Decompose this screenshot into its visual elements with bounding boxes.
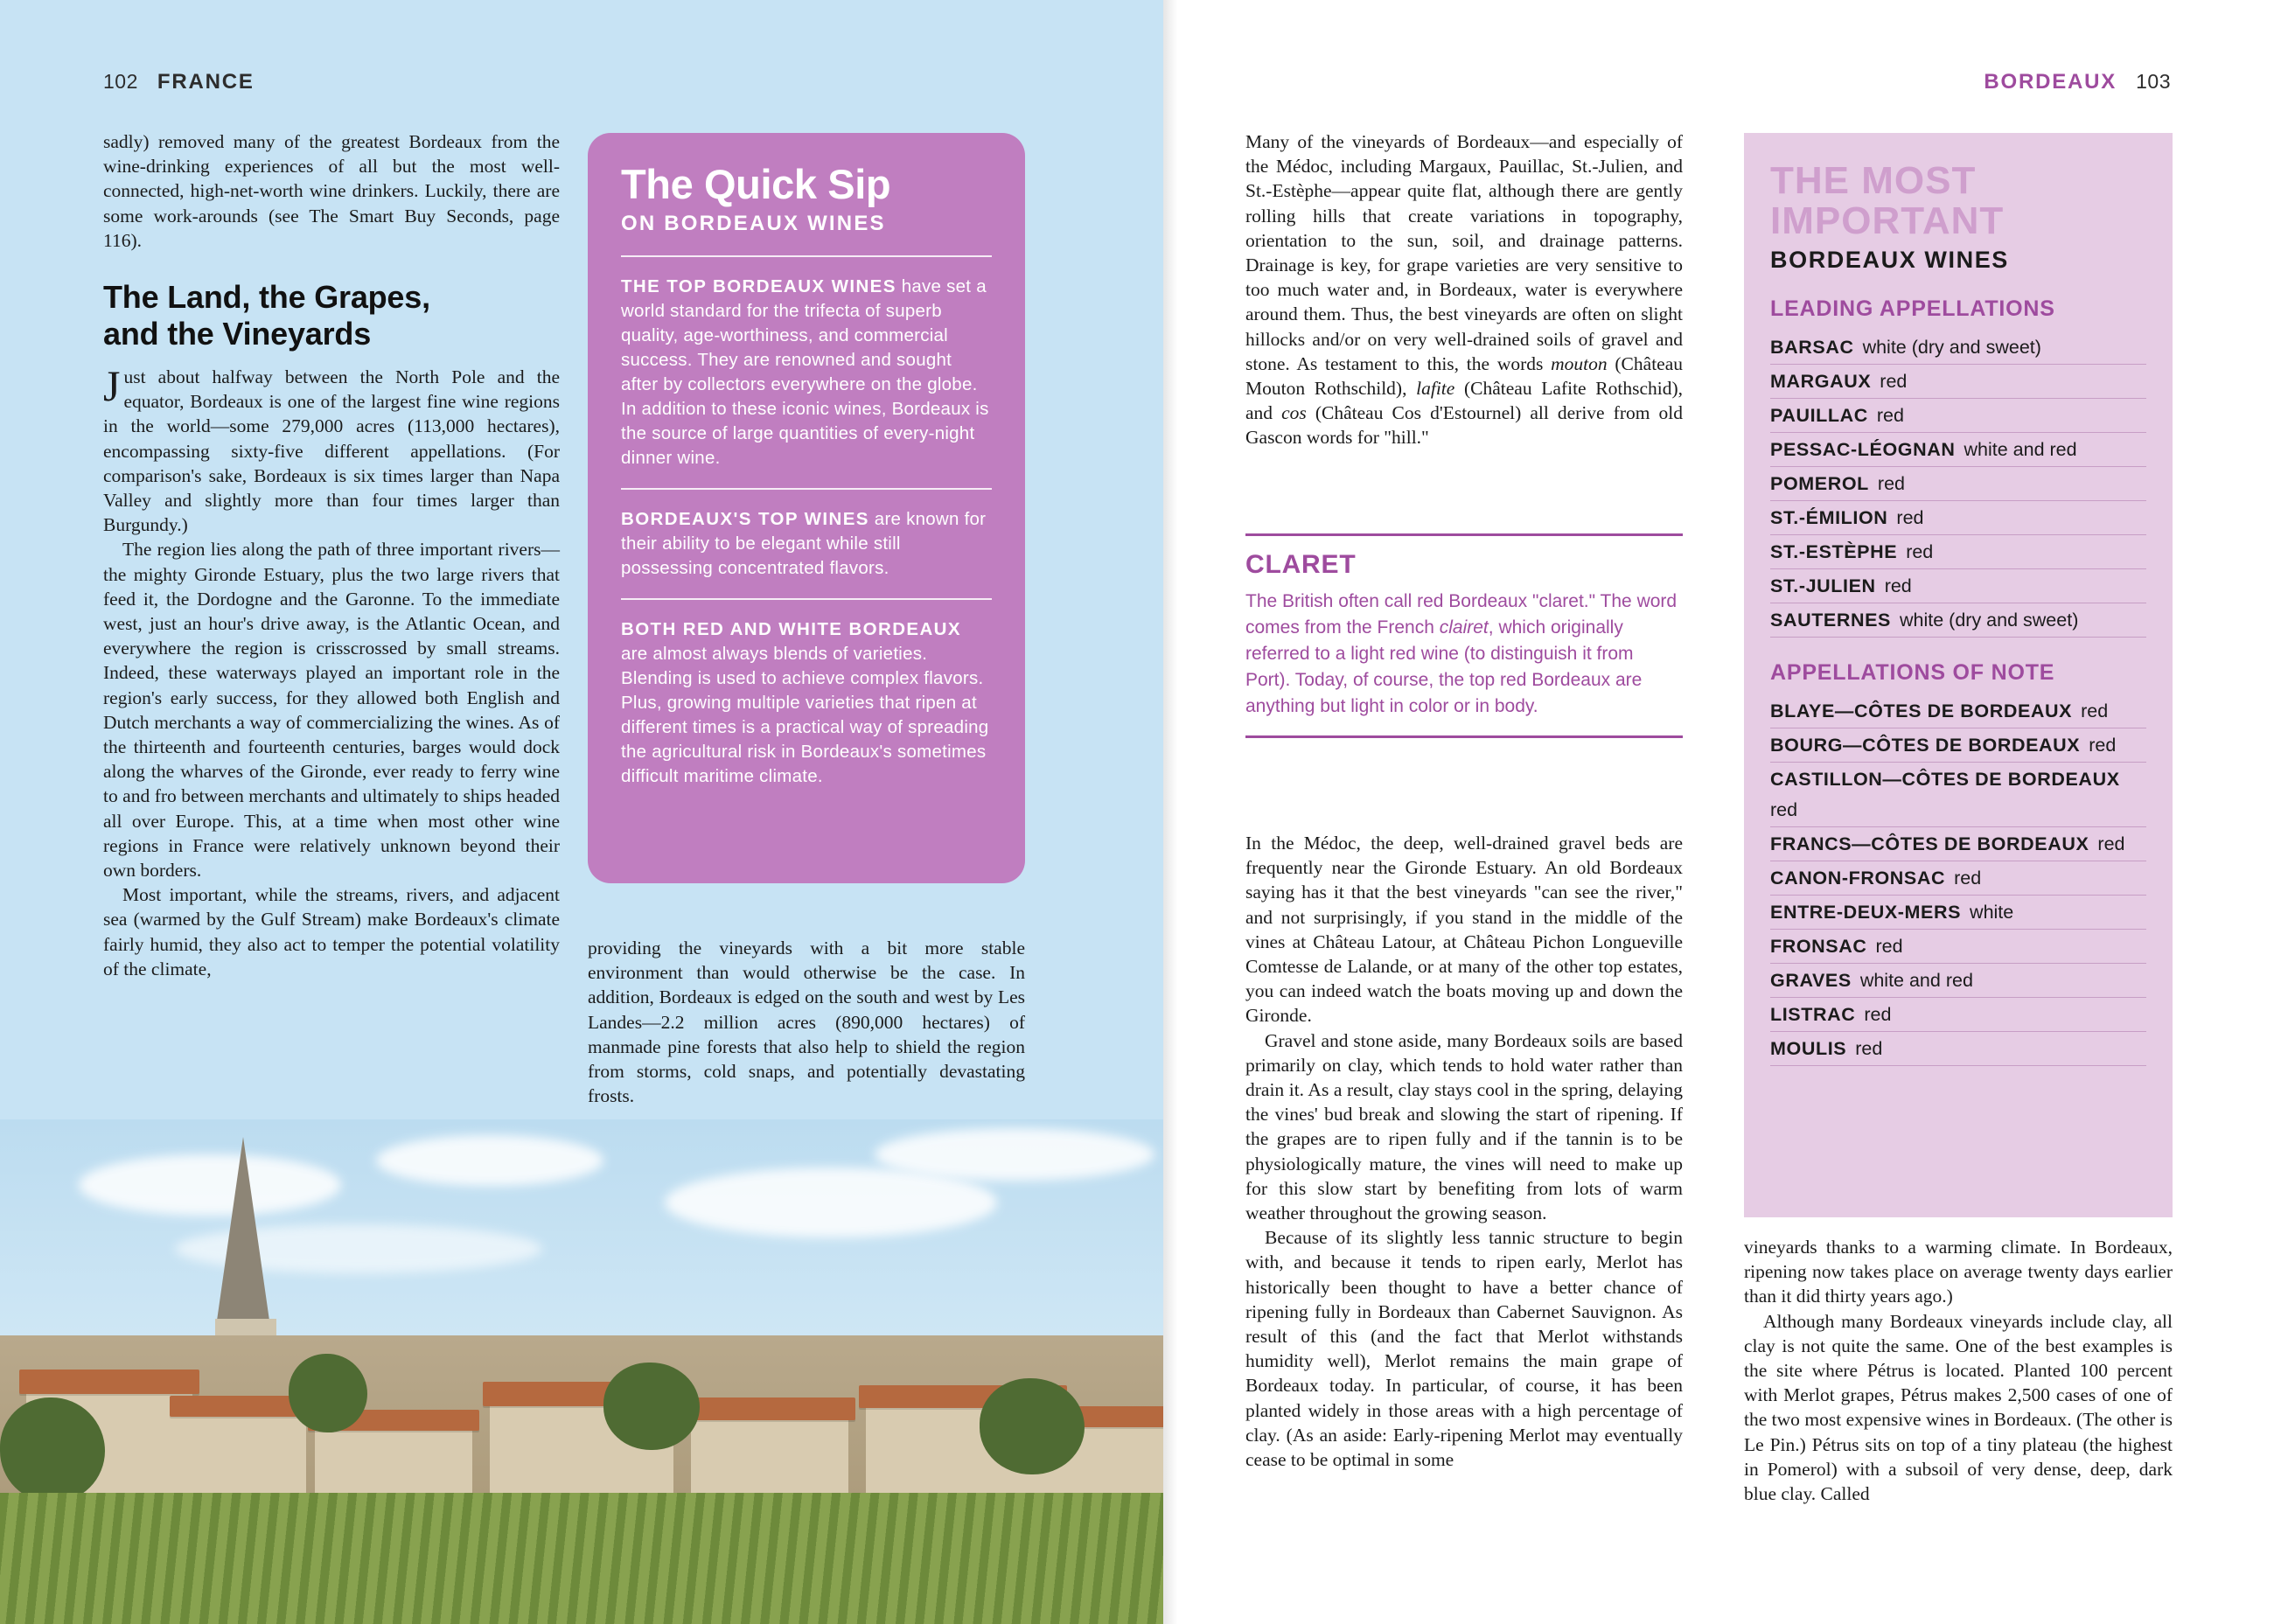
- appellation-type: white (dry and sweet): [1900, 610, 2079, 631]
- quick-sip-block-3: [621, 617, 992, 789]
- appellation-type: red: [1875, 936, 1903, 957]
- appellation-name: LISTRAC: [1770, 1004, 1856, 1025]
- appellation-name: GRAVES: [1770, 970, 1852, 991]
- appellation-row: [1770, 399, 2146, 433]
- appellation-type: red: [2097, 833, 2125, 854]
- appellation-row: [1770, 1032, 2146, 1066]
- appellation-type: white (dry and sweet): [1862, 337, 2041, 358]
- most-important-subtitle: BORDEAUX WINES: [1770, 247, 2009, 273]
- tree: [289, 1354, 367, 1432]
- divider: [621, 488, 992, 490]
- most-important-title-line2: IMPORTANT: [1770, 199, 2005, 242]
- quick-sip-lead-3: BOTH RED AND WHITE BORDEAUX: [621, 619, 961, 639]
- appellation-row: [1770, 365, 2146, 399]
- appellation-type: red: [2081, 700, 2109, 721]
- appellation-row: [1770, 964, 2146, 998]
- left-column-two-continuation: [588, 936, 1025, 1108]
- quick-sip-lead-2: BORDEAUX'S TOP WINES: [621, 509, 869, 529]
- quick-sip-rest-1: have set a world standard for the trifecta of superb quality, age-worthiness, and commercial success. They are renowned and sought after by collectors everywhere on the globe. In addition to these iconic wines, Bordeaux is the source of large quantities of every-night dinner wine.: [621, 276, 989, 468]
- paragraph: Because of its slightly less tannic structure to begin with, and because it tends to ripen early, Merlot has historically been thought to have a better chance of ripening fully in Bordeaux than Cabernet Sauvignon. As result of this (and the fact that Merlot withstands humidity well), Merlot remains the main grape of Bordeaux today. In particular, of course, it has been planted widely in those areas with a high percentage of clay. (As an aside: Early-ripening Merlot may eventually cease to be optimal in some: [1245, 1227, 1683, 1471]
- right-page-number: 103: [2136, 70, 2171, 93]
- church-spire: [217, 1137, 269, 1321]
- appellation-name: MARGAUX: [1770, 371, 1872, 392]
- cloud: [376, 1135, 603, 1186]
- divider: [621, 598, 992, 600]
- appellation-name: MOULIS: [1770, 1038, 1847, 1059]
- appellation-row: [1770, 331, 2146, 365]
- paragraph: Although many Bordeaux vineyards include clay, all clay is not quite the same. One of the best examples is the site where Pétrus is located. Planted 100 percent with Merlot grapes, Pétrus makes 2,500 cases of one of the two most expensive wines in Bordeaux. (The other is Le Pin.) Pétrus sits on top of a tiny plateau (the highest in Pomerol) with a subsoil of very dense, deep, dark blue clay. Called: [1744, 1310, 2173, 1505]
- right-column-one: [1245, 129, 1683, 450]
- appellation-type: red: [1880, 371, 1908, 392]
- cloud: [79, 1154, 341, 1216]
- right-column-two-lower: [1744, 1235, 2173, 1506]
- claret-heading: CLARET: [1245, 550, 1357, 579]
- appellation-type: white and red: [1859, 970, 1973, 991]
- appellation-type: white and red: [1964, 439, 2077, 460]
- appellation-row: [1770, 998, 2146, 1032]
- paragraph: Gravel and stone aside, many Bordeaux soils are based primarily on clay, which tends to hold water rather than drain it. As a result, clay stays cool in the spring, delaying the vines' bud break and slowing the start of ripening. If the grapes are to ripen fully and if the tannin is to be physiologically mature, the vines will need to make up for this slow start by benefiting from lots of warm weather throughout the growing season.: [1245, 1029, 1683, 1224]
- claret-text: [1245, 589, 1683, 720]
- appellation-row: [1770, 861, 2146, 896]
- appellation-name: SAUTERNES: [1770, 610, 1892, 631]
- appellation-name: BLAYE—CÔTES DE BORDEAUX: [1770, 700, 2073, 721]
- paragraph: The region lies along the path of three important rivers—the mighty Gironde Estuary, plus the two large rivers that feed it, the Dordogne and the Garonne. To the immediate west, just an hour's drive away, is the Atlantic Ocean, and everywhere the region is crisscrossed by small streams. Indeed, these waterways played an important role in the region's early success, for they allowed both English and Dutch merchants a way of commercializing the wines. As of the thirteenth and fourteenth centuries, barges would dock along the wharves of the Gironde, ever ready to ferry wine to and fro between merchants and ultimately to ships headed all over Europe. This, at a time when most other wine regions in France were relatively unknown beyond their own borders.: [103, 539, 560, 882]
- appellation-type: red: [1877, 473, 1905, 494]
- paragraph: Most important, while the streams, rivers, and adjacent sea (warmed by the Gulf Stream) make Bordeaux's climate fairly humid, they also act to temper the potential volatility of the climate,: [103, 884, 560, 979]
- appellation-name: PESSAC-LÉOGNAN: [1770, 439, 1956, 460]
- appellation-name: POMEROL: [1770, 473, 1869, 494]
- appellation-row: [1770, 827, 2146, 861]
- roof: [19, 1370, 199, 1394]
- appellation-row: [1770, 896, 2146, 930]
- quick-sip-rest-3: are almost always blends of varieties. Blending is used to achieve complex flavors. Plus, growing multiple varieties that ripen at different times is a practical way of spreading the agricultural risk in Bordeaux's sometimes difficult maritime climate.: [621, 644, 989, 786]
- left-page-label: FRANCE: [157, 70, 255, 94]
- cloud: [875, 1128, 1154, 1181]
- appellation-name: CASTILLON—CÔTES DE BORDEAUX: [1770, 769, 2120, 790]
- appellation-row: [1770, 467, 2146, 501]
- left-running-head: [103, 70, 255, 94]
- claret-text-after: , which originally referred to a light red wine (to distinguish it from Port). Today, of course, the top red Bordeaux are anything but light in color or in body.: [1245, 617, 1643, 716]
- appellation-type: red: [1864, 1004, 1892, 1025]
- appellation-row: [1770, 930, 2146, 964]
- roof: [684, 1397, 855, 1420]
- paragraph: Many of the vineyards of Bordeaux—and especially of the Médoc, including Margaux, Pauillac, St.-Julien, and St.-Estèphe—appear quite flat, although there are gently rolling hills that create variations in topography, orientation to the sun, soil, and drainage patterns. Drainage is key, for grape varieties are very sensitive to too much water and, in Bordeaux, water is everywhere around them. Thus, the best vineyards are often on slight hillocks and/or on very well-drained soils of gravel and stone. As testament to this, the words mouton (Château Mouton Rothschild), lafite (Château Lafite Rothschid), and cos (Château Cos d'Estournel) all derive from old Gascon words for "hill.": [1245, 131, 1684, 449]
- most-important-title: [1770, 161, 2146, 241]
- appellation-type: red: [1906, 541, 1934, 562]
- appellation-type: white: [1970, 902, 2014, 923]
- appellation-type: red: [1896, 507, 1924, 528]
- group-title-leading-appellations: LEADING APPELLATIONS: [1770, 296, 2055, 321]
- divider: [621, 255, 992, 257]
- appellation-name: ST.-JULIEN: [1770, 575, 1876, 596]
- most-important-title-line1: THE MOST: [1770, 159, 1977, 202]
- drop-cap: J: [103, 361, 121, 411]
- quick-sip-title: The Quick Sip: [621, 161, 891, 207]
- appellation-row: [1770, 433, 2146, 467]
- right-running-head: [1984, 70, 2171, 94]
- left-column-one: [103, 129, 560, 981]
- appellation-row: [1770, 603, 2146, 638]
- appellation-type: red: [1884, 575, 1912, 596]
- paragraph: vineyards thanks to a warming climate. In Bordeaux, ripening now takes place on average twenty days earlier than it did thirty years ago.): [1744, 1237, 2173, 1307]
- appellation-name: BOURG—CÔTES DE BORDEAUX: [1770, 735, 2081, 756]
- claret-italic-term: clairet: [1439, 617, 1489, 638]
- appellation-name: PAUILLAC: [1770, 405, 1868, 426]
- claret-sidebar: [1245, 533, 1683, 738]
- tree: [0, 1397, 105, 1502]
- quick-sip-subtitle: ON BORDEAUX WINES: [621, 212, 886, 235]
- quick-sip-sidebar: [588, 133, 1025, 883]
- photo-st-emilion-village: [0, 1119, 1163, 1624]
- paragraph: providing the vineyards with a bit more stable environment than would otherwise be the case. In addition, Bordeaux is edged on the south and west by Les Landes—2.2 million acres (890,000 hectares) of manmade pine forests that also help to shield the region from storms, cold snaps, and potentially devastating frosts.: [588, 937, 1025, 1107]
- appellation-type: red: [1855, 1038, 1883, 1059]
- group-title-appellations-of-note: APPELLATIONS OF NOTE: [1770, 660, 2055, 685]
- divider-top: [1245, 533, 1683, 536]
- appellation-name: FRANCS—CÔTES DE BORDEAUX: [1770, 833, 2089, 854]
- appellation-type: red: [1876, 405, 1904, 426]
- right-page-label: BORDEAUX: [1984, 70, 2117, 94]
- left-page-number: 102: [103, 70, 138, 93]
- appellation-row: [1770, 763, 2146, 827]
- appellation-row: [1770, 694, 2146, 728]
- appellation-name: ENTRE-DEUX-MERS: [1770, 902, 1962, 923]
- right-column-one-lower: [1245, 831, 1683, 1472]
- page-title: The Land, the Grapes, and the Vineyards: [103, 279, 430, 352]
- appellation-name: ST.-ÉMILION: [1770, 507, 1888, 528]
- paragraph-text: ust about halfway between the North Pole and the equator, Bordeaux is one of the largest fine wine regions in the world—some 279,000 acres (113,000 hectares), encompassing sixty-five different appellations. (For comparison's sake, Bordeaux is six times larger than Napa Valley and slightly more than four times larger than Burgundy.): [103, 366, 560, 536]
- appellation-name: FRONSAC: [1770, 936, 1867, 957]
- paragraph: In the Médoc, the deep, well-drained gravel beds are frequently near the Gironde Estuary. An old Bordeaux saying has it that the best vineyards "can see the river," and not surprisingly, if you stand in the middle of the vines at Château Latour, at Château Pichon Longueville Comtesse de Lalande, or at many of the other top estates, you can indeed watch the boats moving up and down the Gironde.: [1245, 833, 1683, 1027]
- appellation-type: red: [2089, 735, 2117, 756]
- appellation-type: red: [1954, 868, 1982, 889]
- paragraph: sadly) removed many of the greatest Bordeaux from the wine-drinking experiences of all but the most well-connected, high-net-worth wine drinkers. Luckily, there are some work-arounds (see The Smart Buy Seconds, page 116).: [103, 131, 560, 251]
- appellation-name: CANON-FRONSAC: [1770, 868, 1946, 889]
- appellation-row: [1770, 535, 2146, 569]
- appellation-row: [1770, 569, 2146, 603]
- appellation-row: [1770, 501, 2146, 535]
- tree: [980, 1378, 1085, 1474]
- appellation-name: ST.-ESTÈPHE: [1770, 541, 1898, 562]
- quick-sip-block-1: [621, 275, 992, 470]
- most-important-sidebar: [1744, 133, 2173, 1217]
- claret-text-before: The British often call red Bordeaux "claret." The word comes from the French: [1245, 591, 1678, 638]
- quick-sip-rest-2: are known for their ability to be elegant while still possessing concentrated flavors.: [621, 509, 987, 578]
- paragraph-dropcap: [103, 361, 560, 537]
- appellation-row: [1770, 728, 2146, 763]
- quick-sip-block-2: [621, 507, 992, 581]
- appellation-name: BARSAC: [1770, 337, 1854, 358]
- quick-sip-lead-1: THE TOP BORDEAUX WINES: [621, 276, 896, 296]
- appellation-type: red: [1770, 799, 1798, 820]
- cloud: [665, 1167, 997, 1237]
- divider-bottom: [1245, 735, 1683, 738]
- spacer: [1770, 638, 2146, 660]
- vineyard-rows: [0, 1493, 1163, 1624]
- tree: [603, 1363, 700, 1450]
